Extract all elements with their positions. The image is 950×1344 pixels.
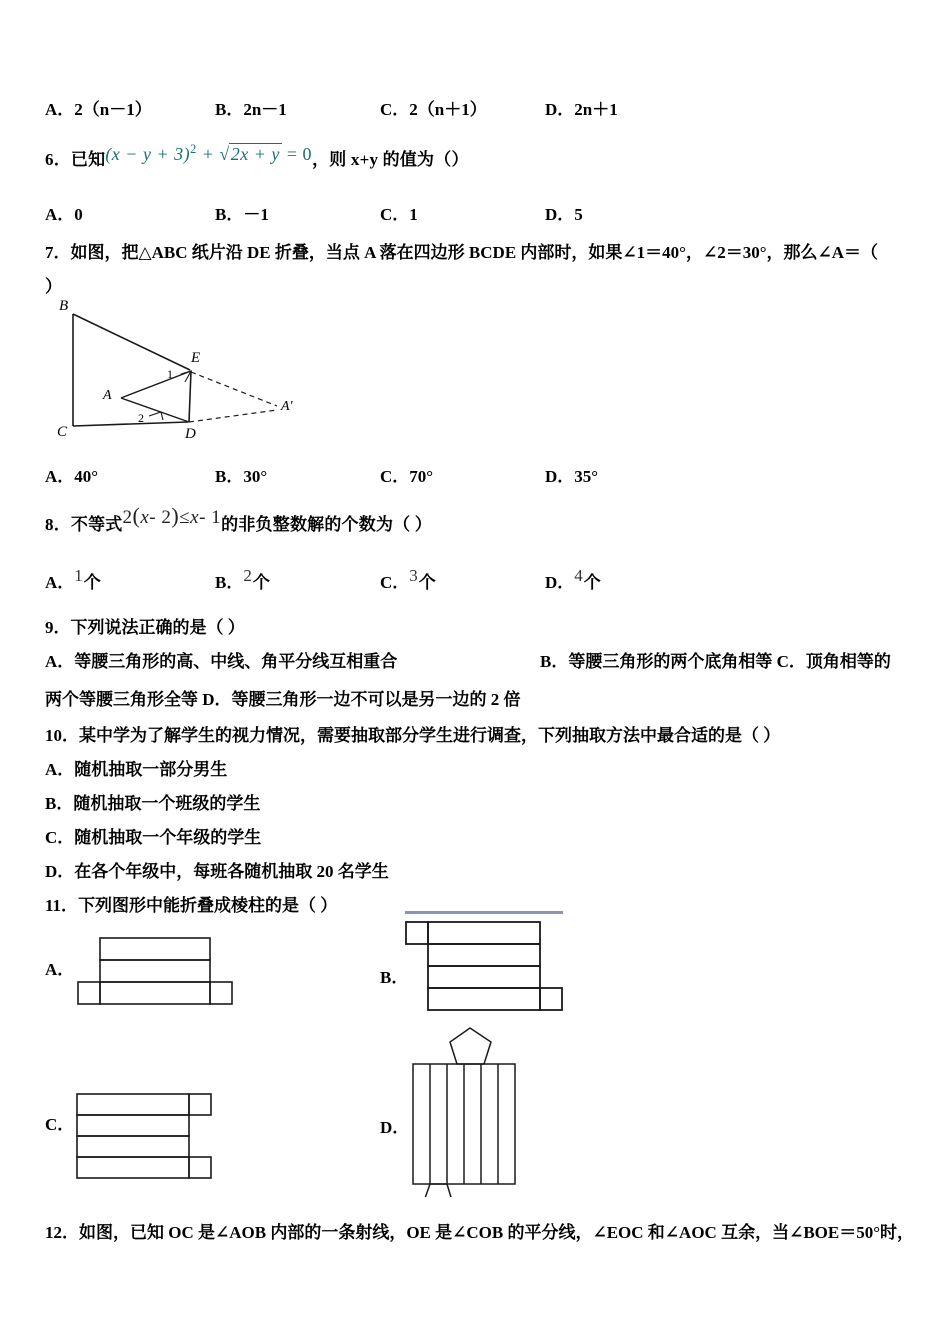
q12-stem	[45, 1218, 914, 1243]
q10-text: 某中学为了解学生的视力情况，需要抽取部分学生进行调查，下列抽取方法中最合适的是（ ）	[79, 726, 781, 745]
q8-option-c-number: 3	[409, 566, 418, 585]
q7-fold-diagram	[45, 298, 305, 438]
q8-option-a-number: 1	[74, 566, 83, 585]
q7-stem-line1	[45, 238, 878, 263]
q10-stem	[45, 721, 780, 746]
net-diagram-d	[405, 1022, 545, 1197]
q8-le: ≤	[179, 507, 191, 528]
q8-option-d-number: 4	[574, 566, 583, 585]
q11-option-c-label: C．	[45, 1115, 75, 1134]
q9-option-cd-cont: 两个等腰三角形全等 D．等腰三角形一边不可以是另一边的 2 倍	[45, 690, 521, 709]
q7-option-b: B．30°	[215, 467, 268, 486]
q10-option-a: A．随机抽取一部分男生	[45, 760, 228, 779]
q8-option-d-label: D．	[545, 573, 575, 592]
q6-formula	[105, 144, 312, 164]
q10-option-d: D．在各个年级中，每班各随机抽取 20 名学生	[45, 862, 389, 881]
q6-option-c: C．1	[380, 205, 418, 224]
q12-text: 如图，已知 OC 是∠AOB 内部的一条射线，OE 是∠COB 的平分线，∠EOC 和∠AOC 互余，当∠BOE＝50°时，	[79, 1223, 915, 1242]
q8-formula	[122, 503, 222, 528]
q7-figure	[45, 298, 305, 438]
q6-formula-p2: y	[142, 144, 152, 164]
q8-x2: x	[190, 507, 200, 528]
q7-option-a: A．40°	[45, 467, 99, 486]
q8-option-b-number: 2	[243, 566, 252, 585]
q6-lead: 已知	[70, 150, 106, 169]
q6-option-a: A．0	[45, 205, 83, 224]
q8-option-d-unit: 个	[583, 573, 601, 592]
q12-number: 12．	[45, 1223, 79, 1242]
q6-number: 6．	[45, 150, 71, 169]
q10-option-b: B．随机抽取一个班级的学生	[45, 794, 261, 813]
q6-formula-p1: (x	[105, 144, 121, 164]
q11-figure-a	[75, 930, 235, 1010]
q6-formula-minus: −	[125, 144, 138, 164]
q11-number: 11．	[45, 896, 79, 915]
q11-figure-c	[75, 1090, 225, 1180]
sqrt-icon: √	[219, 144, 230, 164]
q7-label-angle-2: 2	[138, 411, 144, 425]
q8-open-paren: (	[132, 503, 141, 528]
q6-tail: ，则 x+y 的值为（）	[312, 150, 469, 169]
q9-option-a: A．等腰三角形的高、中线、角平分线互相重合	[45, 652, 398, 671]
q7-label-A-prime: A'	[281, 399, 293, 414]
q8-close-paren: )	[171, 503, 180, 528]
q7-label-angle-1: 1	[167, 367, 173, 381]
q11-option-d-label: D．	[380, 1118, 410, 1137]
q8-option-a-label: A．	[45, 573, 75, 592]
net-diagram-b	[405, 918, 580, 1013]
q10-number: 10．	[45, 726, 79, 745]
q7-option-c: C．70°	[380, 467, 434, 486]
q8-number: 8．	[45, 515, 71, 534]
q7-stem-line2: ）	[45, 277, 62, 296]
q11-text: 下列图形中能折叠成棱柱的是（ ）	[78, 896, 338, 915]
q6-formula-radicand: 2x + y	[230, 144, 280, 164]
q8-option-c-label: C．	[380, 573, 410, 592]
q5-option-b: B．2n－1	[215, 100, 287, 119]
q7-options-row	[0, 462, 950, 486]
q9-number: 9．	[45, 618, 71, 637]
q8-option-b	[215, 566, 270, 593]
q7-label-D: D	[185, 426, 196, 438]
q7-label-E: E	[191, 350, 201, 366]
net-diagram-a	[75, 930, 235, 1010]
q11-option-b-label: B．	[380, 968, 409, 987]
q6-option-b: B．－1	[215, 205, 269, 224]
q8-options-row	[0, 566, 950, 600]
q10-option-c: C．随机抽取一个年级的学生	[45, 828, 262, 847]
q5-option-c: C．2（n＋1）	[380, 100, 487, 119]
q8-x1: x	[140, 507, 150, 528]
q9-text: 下列说法正确的是（ ）	[70, 618, 245, 637]
q6-formula-p3: 3)	[174, 144, 191, 164]
q11-option-a-label: A．	[45, 960, 75, 979]
q7-option-d: D．35°	[545, 467, 599, 486]
q11-stem	[45, 891, 337, 916]
q8-option-c-unit: 个	[418, 573, 436, 592]
q5-option-a: A．2（n－1）	[45, 100, 152, 119]
q9-stem	[45, 613, 245, 638]
q9-option-bc: B．等腰三角形的两个底角相等 C．顶角相等的	[540, 652, 891, 671]
q6-formula-eq: = 0	[286, 144, 313, 164]
q6-stem	[45, 142, 469, 169]
q8-minus1: - 2	[149, 507, 172, 528]
q8-option-d	[545, 566, 601, 593]
q8-minus2: - 1	[199, 507, 222, 528]
q8-coef: 2	[122, 507, 133, 528]
q8-option-a	[45, 566, 101, 593]
q8-option-b-unit: 个	[252, 573, 270, 592]
q5-options-row	[0, 95, 950, 119]
q8-option-b-label: B．	[215, 573, 244, 592]
q8-tail: 的非负整数解的个数为（ ）	[221, 515, 432, 534]
q8-option-c	[380, 566, 436, 593]
q7-label-B: B	[59, 298, 69, 314]
q11-figure-d	[405, 1022, 545, 1197]
q6-options-row	[0, 200, 950, 224]
q11-figure-b	[405, 918, 580, 1013]
q8-option-a-unit: 个	[83, 573, 101, 592]
horizontal-rule	[405, 911, 563, 914]
q7-label-A: A	[103, 388, 112, 403]
q6-formula-plus2: +	[201, 144, 215, 164]
q7-text: 如图，把△ABC 纸片沿 DE 折叠，当点 A 落在四边形 BCDE 内部时，如果∠1＝40°，∠2＝30°，那么∠A＝（	[70, 243, 879, 262]
q6-option-d: D．5	[545, 205, 583, 224]
net-diagram-c	[75, 1090, 225, 1180]
q7-label-C: C	[57, 424, 68, 438]
q6-formula-exponent: 2	[190, 142, 197, 156]
q5-option-d: D．2n＋1	[545, 100, 618, 119]
q6-formula-plus: +	[156, 144, 170, 164]
q7-number: 7．	[45, 243, 71, 262]
q8-lead: 不等式	[70, 515, 123, 534]
q8-stem	[45, 503, 432, 534]
